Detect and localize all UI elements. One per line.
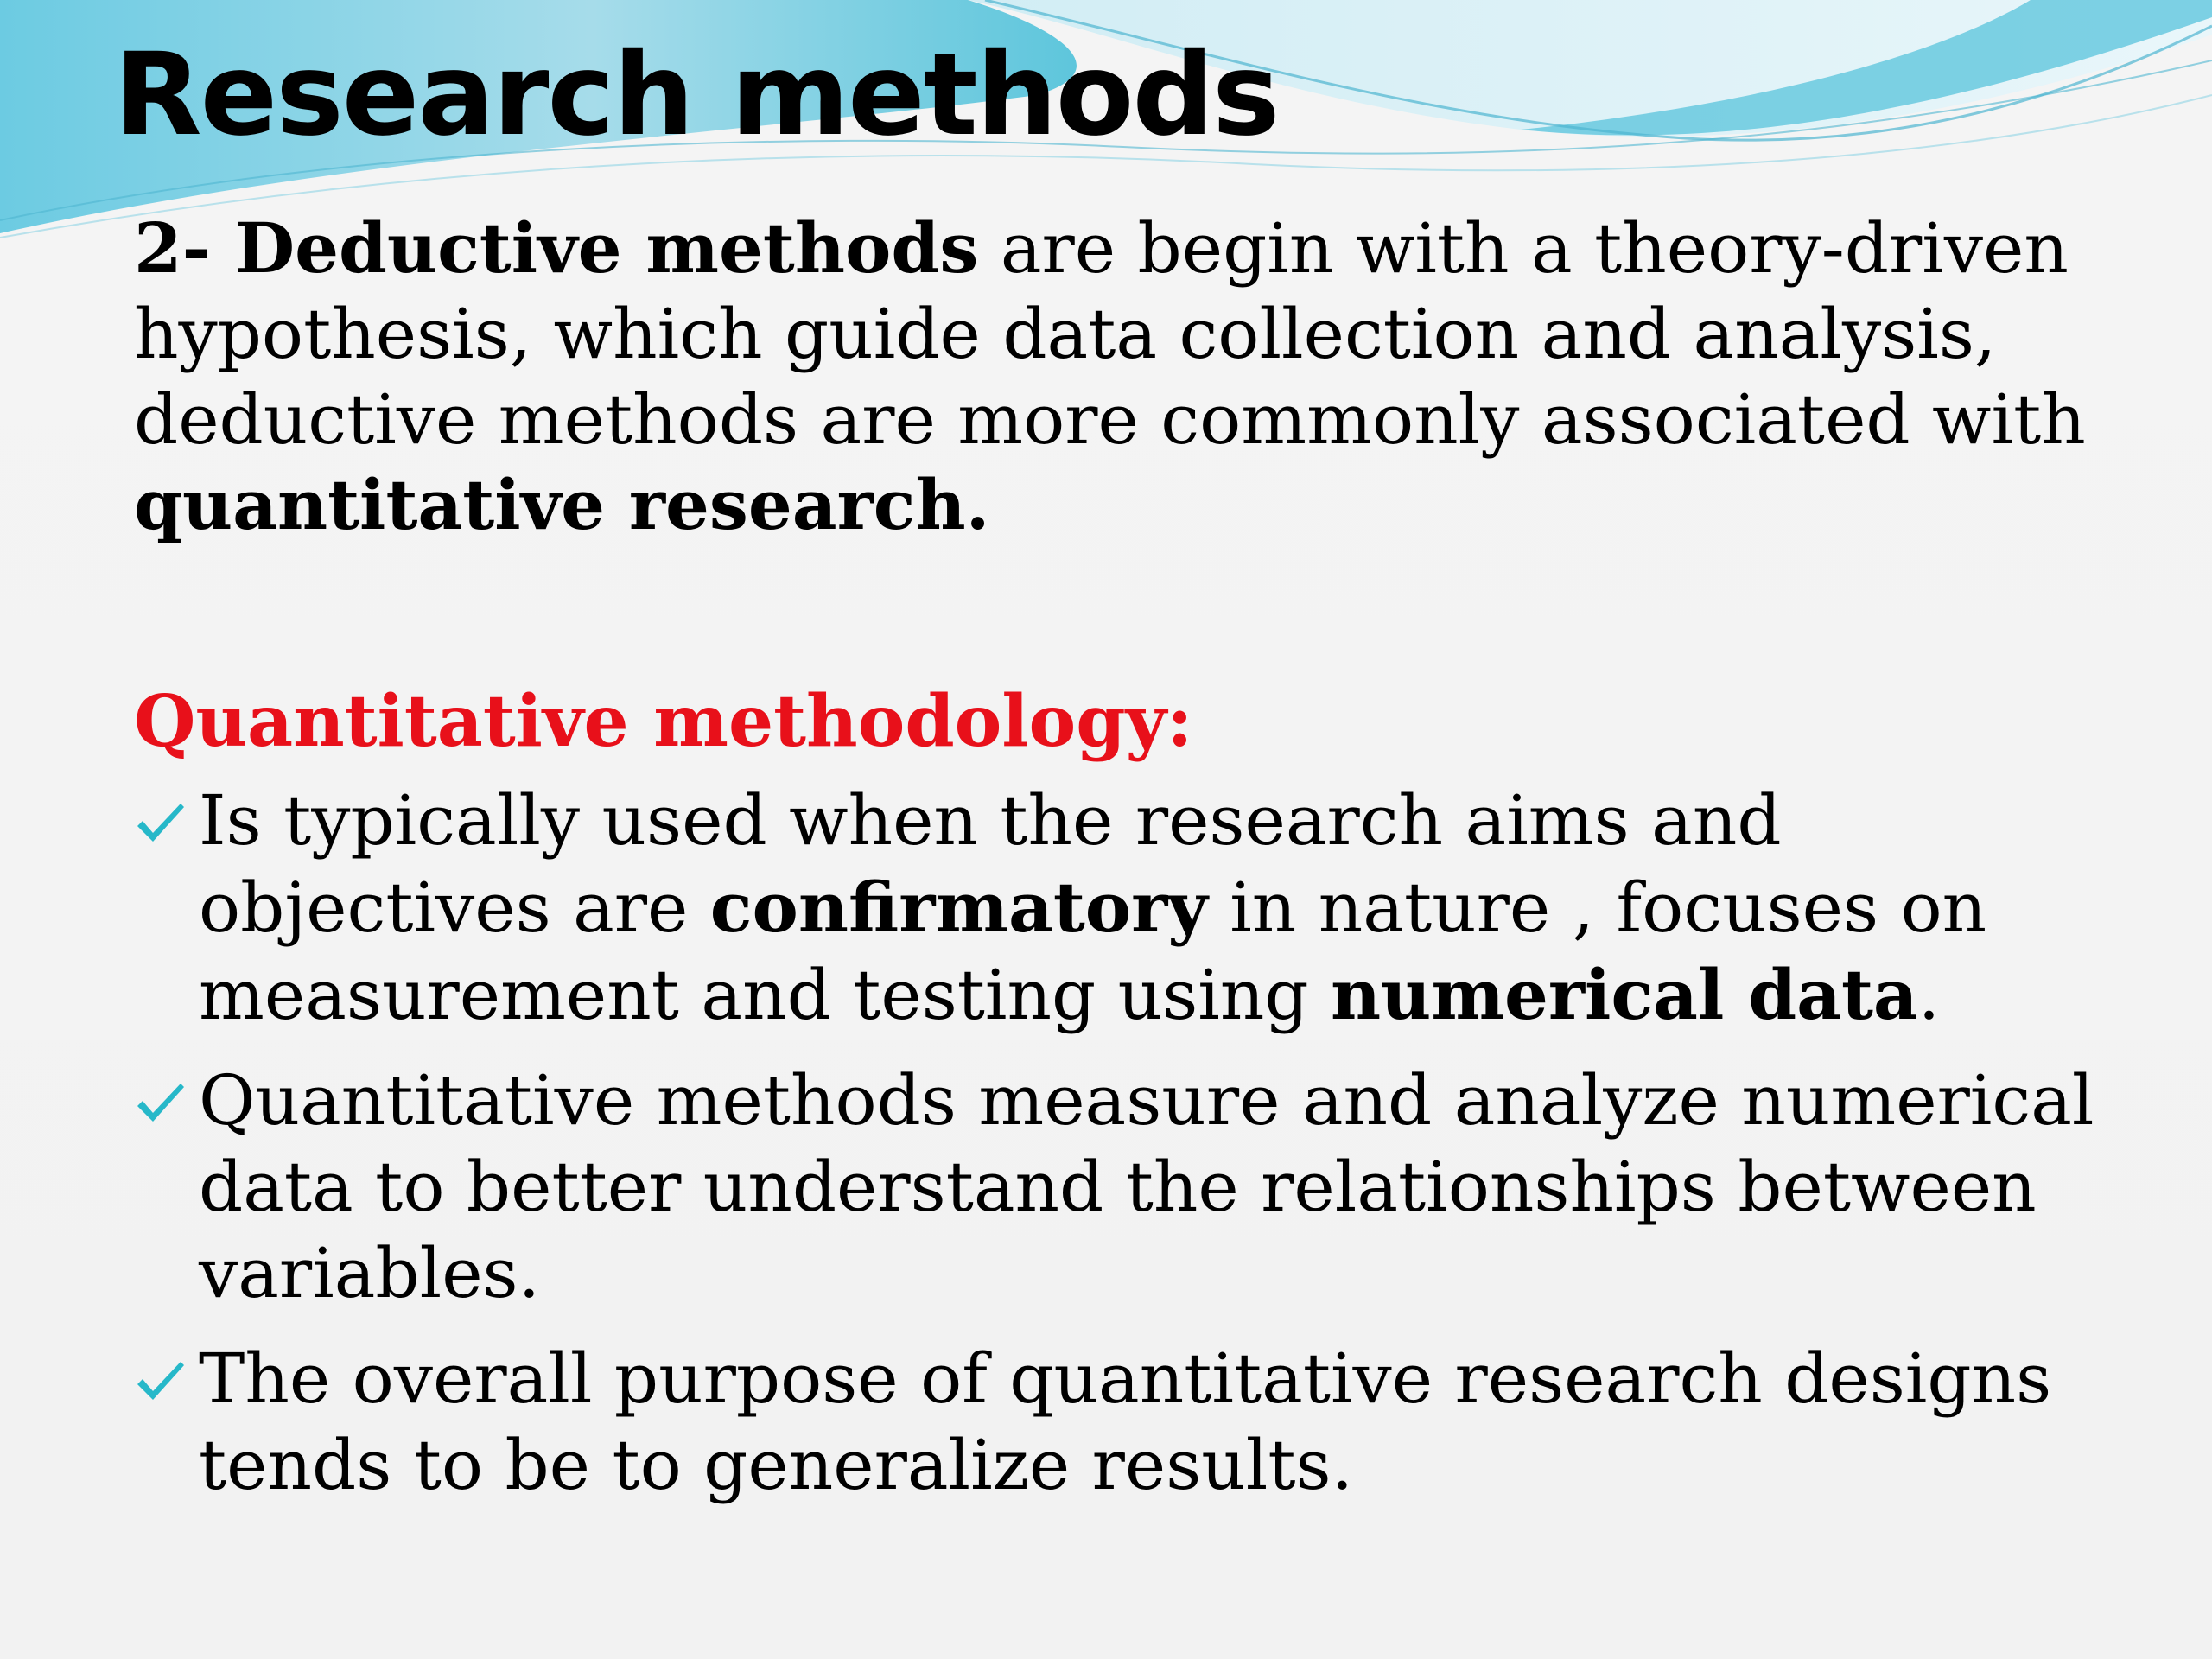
intro-text: are begin with a theory-driven hypothesis, which guide data collection and analysis, deductive methods are more commonly associated with: [134, 208, 2086, 460]
intro-emphasis: quantitative research.: [134, 464, 990, 545]
bullet-text: Quantitative methods measure and analyze numerical data to better understand the relationships between variables.: [199, 1060, 2094, 1313]
check-icon: [134, 1080, 186, 1127]
slide-title: Research methods: [114, 29, 1279, 162]
section-heading: Quantitative methodology:: [134, 680, 1193, 763]
bullet-emphasis: numerical data: [1331, 954, 1918, 1035]
intro-number: 2-: [134, 207, 235, 289]
check-icon: [134, 1358, 186, 1405]
bullet-item: [134, 1336, 2121, 1509]
intro-term: Deductive methods: [234, 207, 979, 289]
check-icon: [134, 800, 186, 847]
bullet-text: The overall purpose of quantitative research designs tends to be to generalize results.: [199, 1338, 2052, 1505]
bullet-text: .: [1917, 955, 1941, 1035]
bullet-text: Is typically used when the research aims and objectives are: [199, 780, 1782, 948]
bullet-item: [134, 1058, 2121, 1317]
bullet-list: [134, 778, 2121, 1528]
intro-paragraph: [134, 206, 2095, 548]
bullet-emphasis: confirmatory: [709, 867, 1208, 948]
bullet-item: [134, 778, 2121, 1039]
bullet-text: in nature , focuses on measurement and testing using: [199, 868, 1987, 1035]
